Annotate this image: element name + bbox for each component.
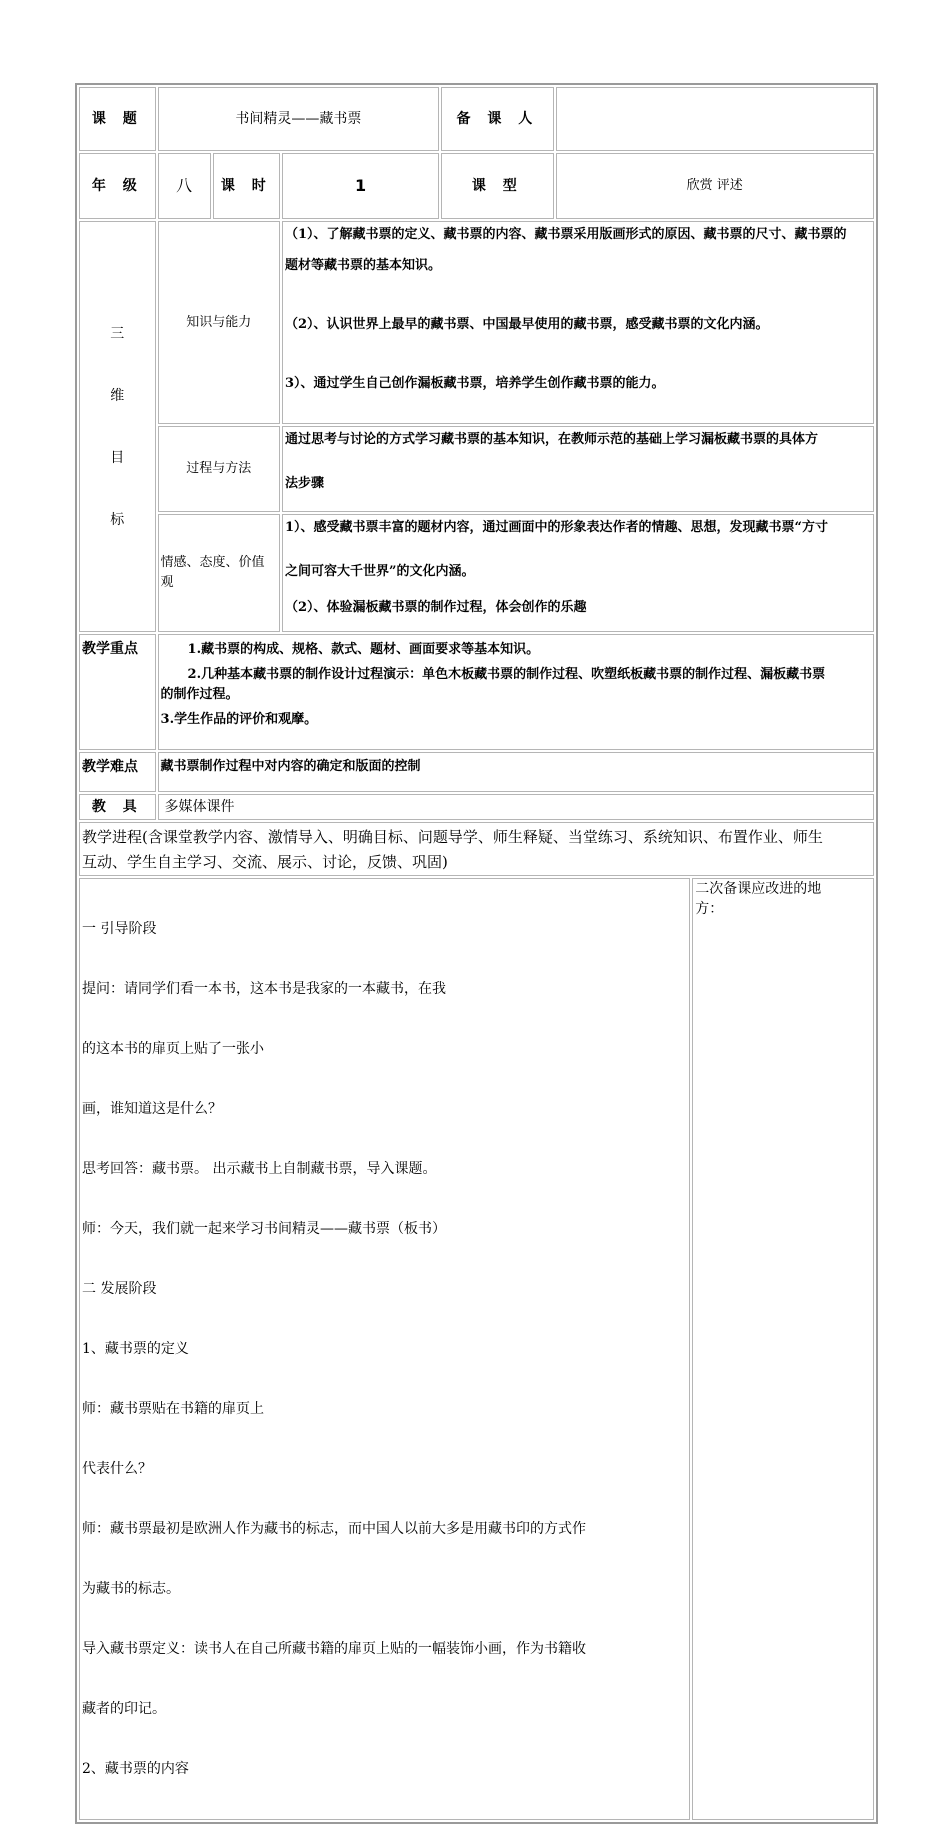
goal-char: 目 — [110, 449, 125, 466]
emotion-line: 1）、感受藏书票丰富的题材内容，通过画面中的形象表达作者的情趣、思想，发现藏书票“方寸 — [284, 520, 829, 535]
tools-text: 多媒体课件 — [158, 794, 874, 820]
process-line: 师：藏书票最初是欧洲人作为藏书的标志，而中国人以前大多是用藏书印的方式作 — [82, 1521, 586, 1537]
topic-label: 课 题 — [79, 87, 156, 151]
grade-label: 年 级 — [79, 153, 156, 219]
knowledge-line: 题材等藏书票的基本知识。 — [284, 258, 441, 273]
process-header-row — [79, 822, 874, 876]
preparer-label: 备 课 人 — [441, 87, 553, 151]
revision-line: 方： — [695, 901, 724, 917]
key-point-line: 1.藏书票的构成、规格、款式、题材、画面要求等基本知识。 — [187, 642, 540, 657]
process-line: 画，谁知道这是什么？ — [82, 1101, 222, 1117]
emotion-line: （2）、体验漏板藏书票的制作过程，体会创作的乐趣 — [284, 600, 587, 615]
tools-label: 教 具 — [79, 794, 156, 820]
grade-value: 八 — [158, 153, 211, 219]
process-method-content — [282, 426, 874, 512]
process-line: 提问：请同学们看一本书，这本书是我家的一本藏书，在我 — [82, 981, 446, 997]
tools-row — [79, 794, 874, 820]
grade-row — [79, 153, 874, 219]
process-body — [79, 878, 690, 1820]
objective-process-row — [79, 426, 874, 512]
process-line: 思考回答：藏书票。 出示藏书上自制藏书票，导入课题。 — [82, 1161, 437, 1177]
process-header-line: 教学进程(含课堂教学内容、激情导入、明确目标、问题导学、师生释疑、当堂练习、系统知识、布置作业、师生 — [82, 828, 823, 846]
process-method-line: 通过思考与讨论的方式学习藏书票的基本知识，在教师示范的基础上学习漏板藏书票的具体方 — [284, 432, 818, 447]
revision-line: 二次备课应改进的地 — [695, 881, 822, 897]
key-points-row — [79, 634, 874, 750]
difficulty-text: 藏书票制作过程中对内容的确定和版面的控制 — [158, 752, 874, 792]
topic-row — [79, 87, 874, 151]
process-line: 师：今天，我们就一起来学习书间精灵——藏书票（板书） — [82, 1221, 446, 1237]
process-line: 二 发展阶段 — [82, 1281, 157, 1297]
process-line: 师：藏书票贴在书籍的扉页上 — [82, 1401, 264, 1417]
objective-knowledge-row — [79, 221, 874, 424]
goal-char: 标 — [110, 511, 125, 528]
three-dim-goals-label — [79, 221, 156, 632]
revision-notes — [692, 878, 874, 1820]
hours-label: 课 时 — [213, 153, 280, 219]
process-line: 2、藏书票的内容 — [82, 1761, 189, 1777]
knowledge-label: 知识与能力 — [158, 221, 280, 424]
process-line: 的这本书的扉页上贴了一张小 — [82, 1041, 264, 1057]
knowledge-line: 3）、通过学生自己创作漏板藏书票，培养学生创作藏书票的能力。 — [284, 376, 665, 391]
process-method-label: 过程与方法 — [158, 426, 280, 512]
lesson-plan-table — [75, 83, 878, 1824]
hours-value: 1 — [282, 153, 439, 219]
preparer-value — [556, 87, 875, 151]
emotion-line: 之间可容大千世界”的文化内涵。 — [284, 564, 475, 579]
knowledge-line: （2）、认识世界上最早的藏书票、中国最早使用的藏书票，感受藏书票的文化内涵。 — [284, 317, 769, 332]
emotion-content — [282, 514, 874, 632]
process-line: 代表什么？ — [82, 1461, 152, 1477]
process-line: 导入藏书票定义：读书人在自己所藏书籍的扉页上贴的一幅装饰小画，作为书籍收 — [82, 1641, 586, 1657]
key-points-content — [158, 634, 874, 750]
lesson-plan — [75, 83, 878, 1824]
knowledge-content — [282, 221, 874, 424]
difficulty-row — [79, 752, 874, 792]
process-line: 为藏书的标志。 — [82, 1581, 180, 1597]
process-line: 一 引导阶段 — [82, 921, 157, 937]
type-value: 欣赏 评述 — [556, 153, 875, 219]
goal-char: 三 — [110, 325, 125, 342]
process-line: 藏者的印记。 — [82, 1701, 166, 1717]
process-line: 1、藏书票的定义 — [82, 1341, 189, 1357]
knowledge-line: （1）、了解藏书票的定义、藏书票的内容、藏书票采用版画形式的原因、藏书票的尺寸、藏书票的 — [284, 227, 847, 242]
key-point-line: 2.几种基本藏书票的制作设计过程演示：单色木板藏书票的制作过程、吹塑纸板藏书票的制作过程、漏板藏书票 — [187, 667, 826, 682]
process-body-row — [79, 878, 874, 1820]
key-points-label: 教学重点 — [79, 634, 156, 750]
topic-value: 书间精灵——藏书票 — [158, 87, 440, 151]
process-method-line: 法步骤 — [284, 476, 324, 491]
goal-char: 维 — [110, 387, 125, 404]
objective-emotion-row — [79, 514, 874, 632]
emotion-label: 情感、态度、价值观 — [158, 514, 280, 632]
key-point-line: 3.学生作品的评价和观摩。 — [160, 712, 318, 727]
type-label: 课 型 — [441, 153, 553, 219]
process-header — [79, 822, 874, 876]
difficulty-label: 教学难点 — [79, 752, 156, 792]
process-header-line: 互动、学生自主学习、交流、展示、讨论，反馈、巩固) — [82, 853, 448, 871]
key-point-line: 的制作过程。 — [160, 687, 239, 702]
